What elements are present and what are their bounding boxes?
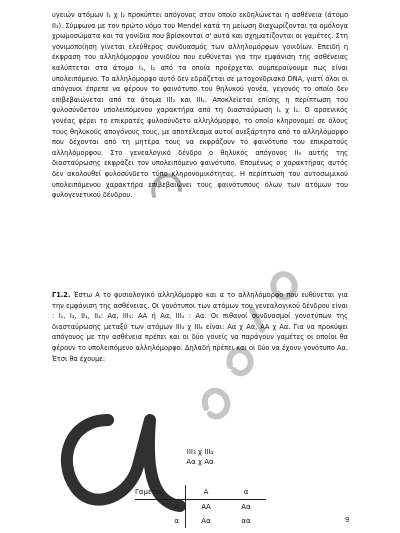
paragraph-g1-2 — [52, 290, 348, 364]
gamete-col-1: Α — [186, 485, 227, 500]
gamete-row-2: α — [174, 517, 179, 525]
paragraph-g1-2-text: Έστω Α το φυσιολογικό αλληλόμορφο και α το αλληλόμορφο που ευθύνεται για την εμφάνιση της ασθένειας. Οι γονότυποι των ατόμων του γενεαλογικού δένδρου είναι : I₁, I₂, II₁, II₂: Αα, III₃: ΑΑ ή Αα, III₄ : Αα. Οι πιθανοί συνδυασμοί γονοτύπων της διασταύρωσης μεταξύ των ατόμων III₃ χ III₄ είναι: Αα χ Αα, ΑΑ χ Αα. Για να προκύψει απόγονος με την ασθένεια πρέπει και οι δύο γονείς να παράγουν γαμέτες οι οποίοι θα φέρουν το υπολειπόμενο αλληλόμορφο. Δηλαδή πρέπει και οι δύο να έχουν γονότυπο Αα. Έτσι θα έχουμε: — [52, 291, 348, 363]
section-label: Γ1.2. — [52, 291, 71, 299]
gametes-label: Γαμέτες — [135, 488, 164, 496]
gamete-col-2: α — [243, 488, 249, 496]
cross-genotypes: Αα χ Αα — [186, 458, 214, 466]
paragraph-inheritance-analysis: υγειών ατόμων I₁ χ I₂ προκύπτει απόγονος στον οποίο εκδηλώνεται η ασθένεια (άτομο II₃). Σύμφωνα με τον πρώτο νόμο του Mendel κατά τη μείωση διαχωρίζονται τα ομόλογα χρωμοσώματα και τα γονίδια που βρίσκονται σ' αυτά και σχηματίζονται οι γαμέτες. Στη γονιμοποίηση γίνεται ελεύθερος συνδυασμός των αλληλομόρφων γονιδίων. Επειδή η έκφραση του αλληλόμορφου γονιδίου που ευθύνεται για την εμφάνιση της ασθένειας καλύπτεται στα άτομα I₁, I₂ από τα οποία προέρχεται συμπεραίνουμε πως είναι υπολειπόμενο. Το αλληλόμορφο αυτό δεν εδράζεται σε μιτοχονδριακό DNA, γιατί όλοι οι απόγονοι έπρεπε να φέρουν το φαινότυπο του θηλυκού γονέα, γεγονός το οποίο δεν επιβεβαιώνεται από τα άτομα III₃ και III₁. Αποκλείεται επίσης η περίπτωση του φυλοσύνδετου υπολειπόμενου χαρακτήρα από τη διασταύρωση I₁ χ I₂. Ο αρσενικός γονέας φέρει το επικρατές φυλοσύνδετο αλληλόμορφο, το οποίο κληρονομεί σε όλους τους θηλυκούς απογόνους τους, με αποτέλεσμα αυτοί ανεξάρτητα από το αλληλόμορφο που δέχονται από τη μητέρα τους να εκφράζουν το φαινότυπο του επικρατούς αλληλόμορφου. Στο γενεαλογικό δένδρο ο θηλυκός απόγονος II₃ αυτής της διασταύρωσης εκφράζει τον υπολειπόμενο φαινότυπο. Επομένως ο χαρακτήρας αυτός δεν ακολουθεί φυλοσύνδετο τύπο κληρονομικότητας. Η περίπτωση του αυτοσωμικού υπολειπόμενου χαρακτήρα επιβεβαιώνει τους φαινότυπους όλων των ατόμων του φυλογενετικού δένδρου. — [52, 11, 348, 200]
cell-r2c2: αα — [241, 517, 251, 525]
gamete-row-1: Α — [135, 500, 186, 515]
page-number: 9 — [345, 516, 350, 524]
cross-parents: III₃ χ III₄ — [186, 448, 214, 456]
cell-r1c1: ΑΑ — [186, 500, 227, 515]
cell-r1c2: Αα — [226, 500, 266, 515]
cell-r2c1: Αα — [186, 514, 227, 528]
punnett-square — [135, 485, 266, 528]
